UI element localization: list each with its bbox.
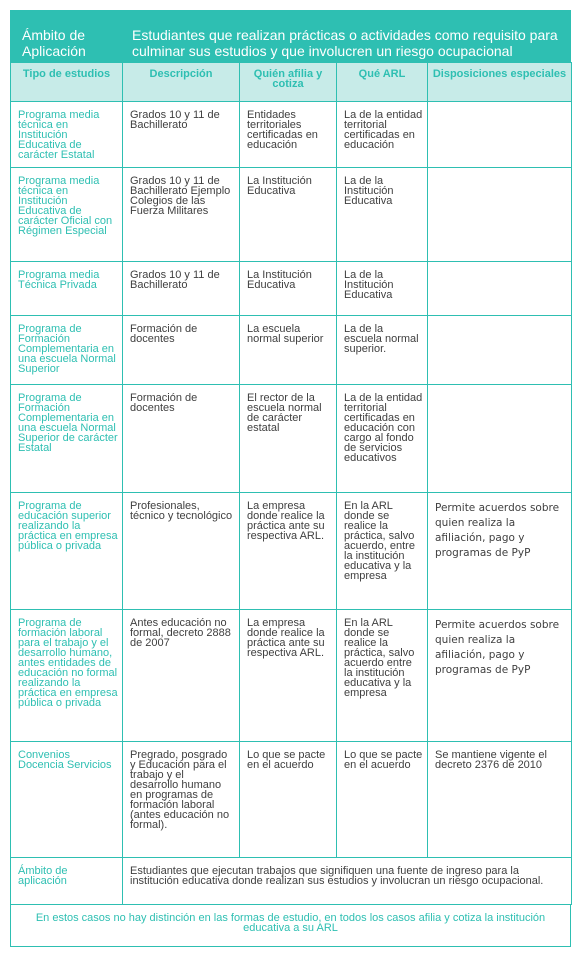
who-cell: La escuela normal superior (240, 316, 337, 385)
description-cell: Antes educación no formal, decreto 2888 de 2007 (123, 610, 240, 742)
table-row (11, 102, 572, 168)
header-study-type: Tipo de estudios (11, 63, 123, 102)
study-type-cell: Programa media técnica en Institución Educativa de carácter Estatal (11, 102, 123, 168)
who-cell: Lo que se pacte en el acuerdo (240, 742, 337, 858)
study-type-cell: Programa media técnica en Institución Educativa de carácter Oficial con Régimen Especial (11, 168, 123, 262)
arl-table (10, 62, 572, 905)
scope-row (11, 858, 572, 905)
special-cell (428, 385, 572, 493)
table-row (11, 742, 572, 858)
who-cell: Entidades territoriales certificadas en educación (240, 102, 337, 168)
scope-label: Ámbito de Aplicación (22, 27, 86, 59)
special-cell (428, 262, 572, 316)
description-cell: Grados 10 y 11 de Bachillerato (123, 102, 240, 168)
arl-cell: Lo que se pacte en el acuerdo (337, 742, 428, 858)
scope-description: Estudiantes que realizan prácticas o actividades como requisito para culminar sus estudios y que involucren un riesgo ocupacional (132, 27, 558, 59)
who-cell: El rector de la escuela normal de carácter estatal (240, 385, 337, 493)
scope-banner (10, 10, 571, 62)
study-type-cell: Programa de Formación Complementaria en una escuela Normal Superior de carácter Estatal (11, 385, 123, 493)
arl-cell: La de la Institución Educativa (337, 262, 428, 316)
who-cell: La Institución Educativa (240, 168, 337, 262)
special-cell (428, 102, 572, 168)
table-row (11, 493, 572, 610)
special-cell (428, 316, 572, 385)
description-cell: Grados 10 y 11 de Bachillerato Ejemplo Colegios de las Fuerza Militares (123, 168, 240, 262)
arl-cell: La de la entidad territorial certificadas en educación (337, 102, 428, 168)
study-type-cell: Programa media Técnica Privada (11, 262, 123, 316)
table-row (11, 316, 572, 385)
table-header-row (11, 63, 572, 102)
table-row (11, 168, 572, 262)
document (10, 10, 571, 947)
who-cell: La empresa donde realice la práctica ante su respectiva ARL. (240, 610, 337, 742)
header-which-arl: Qué ARL (337, 63, 428, 102)
special-cell (428, 168, 572, 262)
description-cell: Formación de docentes (123, 316, 240, 385)
arl-cell: En la ARL donde se realice la práctica, salvo acuerdo entre la institución educativa y la empresa (337, 610, 428, 742)
arl-cell: La de la entidad territorial certificadas en educación con cargo al fondo de servicios educativos (337, 385, 428, 493)
description-cell: Pregrado, posgrado y Educación para el trabajo y el desarrollo humano en programas de formación laboral (antes educación no formal). (123, 742, 240, 858)
footer-note: En estos casos no hay distinción en las formas de estudio, en todos los casos afilia y cotiza la institución educativa a su ARL (10, 905, 571, 947)
arl-cell: En la ARL donde se realice la práctica, salvo acuerdo, entre la institución educativa y la empresa (337, 493, 428, 610)
description-cell: Formación de docentes (123, 385, 240, 493)
table-row (11, 610, 572, 742)
scope-row-label: Ámbito de aplicación (11, 858, 123, 905)
description-cell: Grados 10 y 11 de Bachillerato (123, 262, 240, 316)
header-special-provisions: Disposiciones especiales (428, 63, 572, 102)
table-row (11, 385, 572, 493)
who-cell: La empresa donde realice la práctica ante su respectiva ARL. (240, 493, 337, 610)
study-type-cell: Convenios Docencia Servicios (11, 742, 123, 858)
header-who-affiliates: Quién afilia y cotiza (240, 63, 337, 102)
study-type-cell: Programa de Formación Complementaria en una escuela Normal Superior (11, 316, 123, 385)
special-cell: Se mantiene vigente el decreto 2376 de 2010 (428, 742, 572, 858)
study-type-cell: Programa de formación laboral para el trabajo y el desarrollo humano, antes entidades de educación no formal realizando la práctica en empresa pública o privada (11, 610, 123, 742)
special-cell: Permite acuerdos sobre quien realiza la afiliación, pago y programas de PyP (428, 610, 572, 742)
arl-cell: La de la Institución Educativa (337, 168, 428, 262)
who-cell: La Institución Educativa (240, 262, 337, 316)
special-cell: Permite acuerdos sobre quien realiza la afiliación, pago y programas de PyP (428, 493, 572, 610)
description-cell: Profesionales, técnico y tecnológico (123, 493, 240, 610)
header-description: Descripción (123, 63, 240, 102)
scope-row-text: Estudiantes que ejecutan trabajos que signifiquen una fuente de ingreso para la institución educativa donde realizan sus estudios y involucran un riesgo ocupacional. (123, 858, 572, 905)
study-type-cell: Programa de educación superior realizando la práctica en empresa pública o privada (11, 493, 123, 610)
table-row (11, 262, 572, 316)
arl-cell: La de la escuela normal superior. (337, 316, 428, 385)
